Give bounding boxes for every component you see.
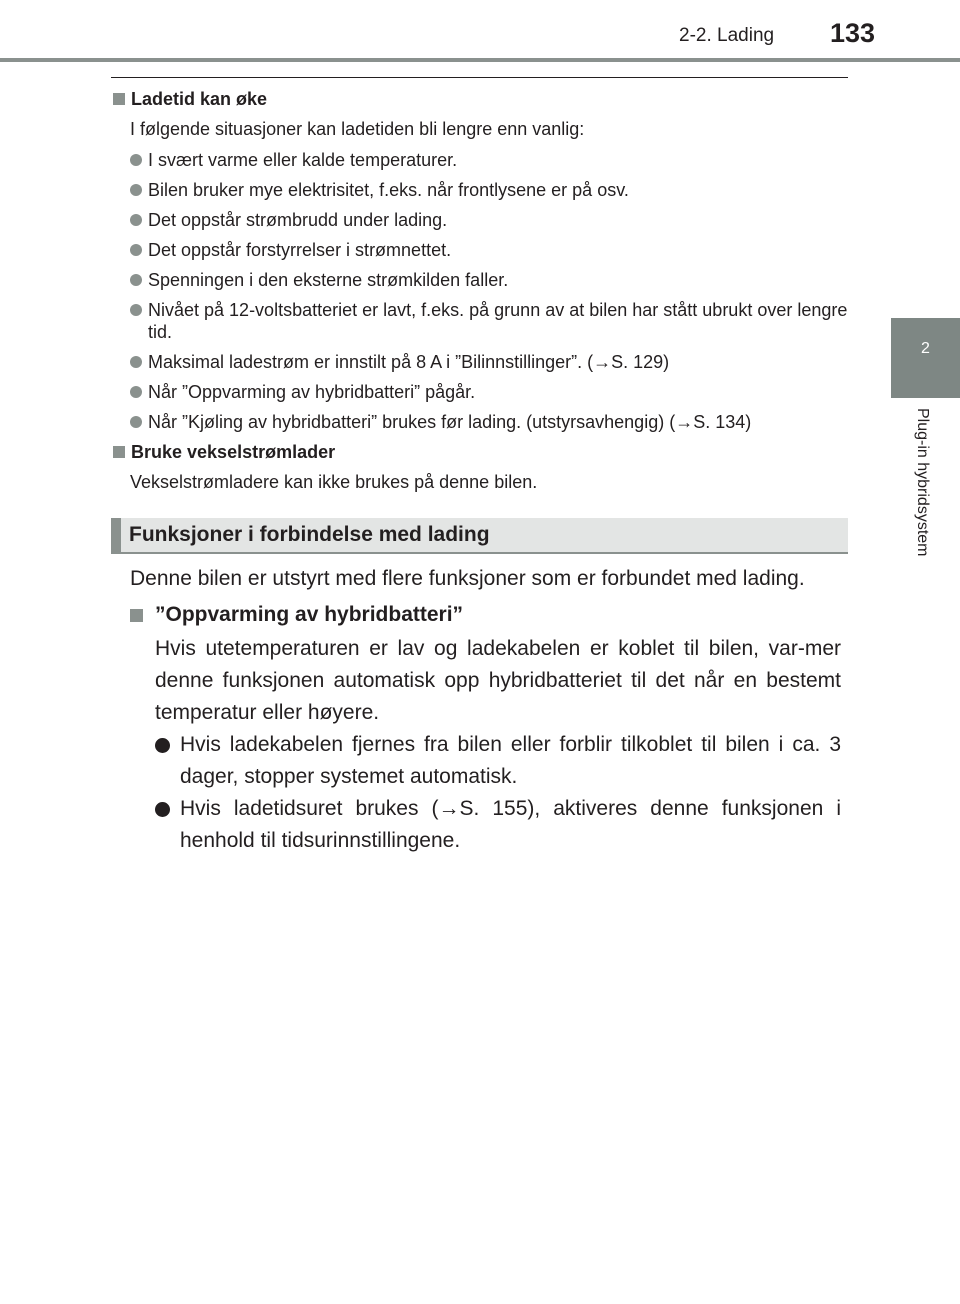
intro-paragraph: Denne bilen er utstyrt med flere funksjoner som er forbundet med lading. [130, 567, 805, 590]
bullet-icon [130, 304, 142, 316]
list-item-text: Bilen bruker mye elektrisitet, f.eks. når frontlysene er på osv. [148, 180, 629, 200]
header-rule [0, 58, 960, 62]
bullet-icon [130, 214, 142, 226]
notes-section [111, 88, 851, 502]
main-content [130, 563, 841, 857]
list-item-text: Når ”Kjøling av hybridbatteri” brukes før lading. (utstyrsavhengig) (→S. 134) [148, 412, 752, 432]
chapter-number: 2 [921, 340, 930, 357]
bullet-icon [130, 154, 142, 166]
list-item [130, 729, 841, 793]
list-item-text: Spenningen i den eksterne strømkilden faller. [148, 270, 509, 290]
note-heading [111, 441, 851, 463]
list-item [111, 351, 851, 373]
bullet-icon [155, 802, 170, 817]
section-heading [111, 518, 848, 554]
list-item [111, 381, 851, 403]
bullet-icon [130, 274, 142, 286]
list-item-text: Hvis ladetidsuret brukes (→S. 155), aktiveres denne funksjonen i henhold til tidsurinnstillingene. [180, 797, 841, 852]
bullet-icon [155, 738, 170, 753]
bullet-icon [130, 386, 142, 398]
chapter-title: Plug-in hybridsystem [914, 408, 931, 557]
list-item-text: I svært varme eller kalde temperaturer. [148, 150, 458, 170]
note-title: Bruke vekselstrømlader [131, 442, 336, 462]
square-bullet-icon [113, 93, 125, 105]
content-top-rule [111, 77, 848, 78]
heading-accent-bar [111, 518, 121, 554]
list-item [111, 179, 851, 201]
list-item [111, 149, 851, 171]
square-bullet-icon [130, 609, 143, 622]
subsection-title: ”Oppvarming av hybridbatteri” [155, 603, 464, 626]
list-item-text: Det oppstår forstyrrelser i strømnettet. [148, 240, 452, 260]
list-item-text: Maksimal ladestrøm er innstilt på 8 A i ”Bilinnstillinger”. (→S. 129) [148, 352, 670, 372]
section-title: 2-2. Lading [679, 25, 775, 46]
list-item [111, 299, 851, 343]
bullet-icon [130, 244, 142, 256]
note-heading [111, 88, 851, 110]
list-item [111, 411, 851, 433]
list-item-text: Når ”Oppvarming av hybridbatteri” pågår. [148, 382, 476, 402]
list-item [111, 209, 851, 231]
list-item [130, 793, 841, 857]
chapter-label [911, 408, 933, 598]
page-number: 133 [830, 18, 876, 48]
list-item-text: Nivået på 12-voltsbatteriet er lavt, f.eks. på grunn av at bilen har stått ubrukt over lengre tid. [148, 300, 848, 342]
chapter-tab [891, 318, 960, 398]
subsection-heading [130, 599, 841, 631]
note-title: Ladetid kan øke [131, 89, 268, 109]
list-item-text: Hvis ladekabelen fjernes fra bilen eller forblir tilkoblet til bilen i ca. 3 dager, stopper systemet automatisk. [180, 733, 841, 788]
list-item-text: Det oppstår strømbrudd under lading. [148, 210, 448, 230]
section-heading-text: Funksjoner i forbindelse med lading [129, 523, 490, 546]
note-body: I følgende situasjoner kan ladetiden bli lengre enn vanlig: [130, 119, 585, 139]
list-item [111, 269, 851, 291]
bullet-icon [130, 416, 142, 428]
square-bullet-icon [113, 446, 125, 458]
bullet-icon [130, 356, 142, 368]
bullet-icon [130, 184, 142, 196]
note-body: Vekselstrømladere kan ikke brukes på denne bilen. [130, 472, 538, 492]
subsection-body: Hvis utetemperaturen er lav og ladekabelen er koblet til bilen, var-mer denne funksjonen automatisk opp hybridbatteriet til det når en bestemt temperatur eller høyere. [155, 637, 841, 724]
list-item [111, 239, 851, 261]
